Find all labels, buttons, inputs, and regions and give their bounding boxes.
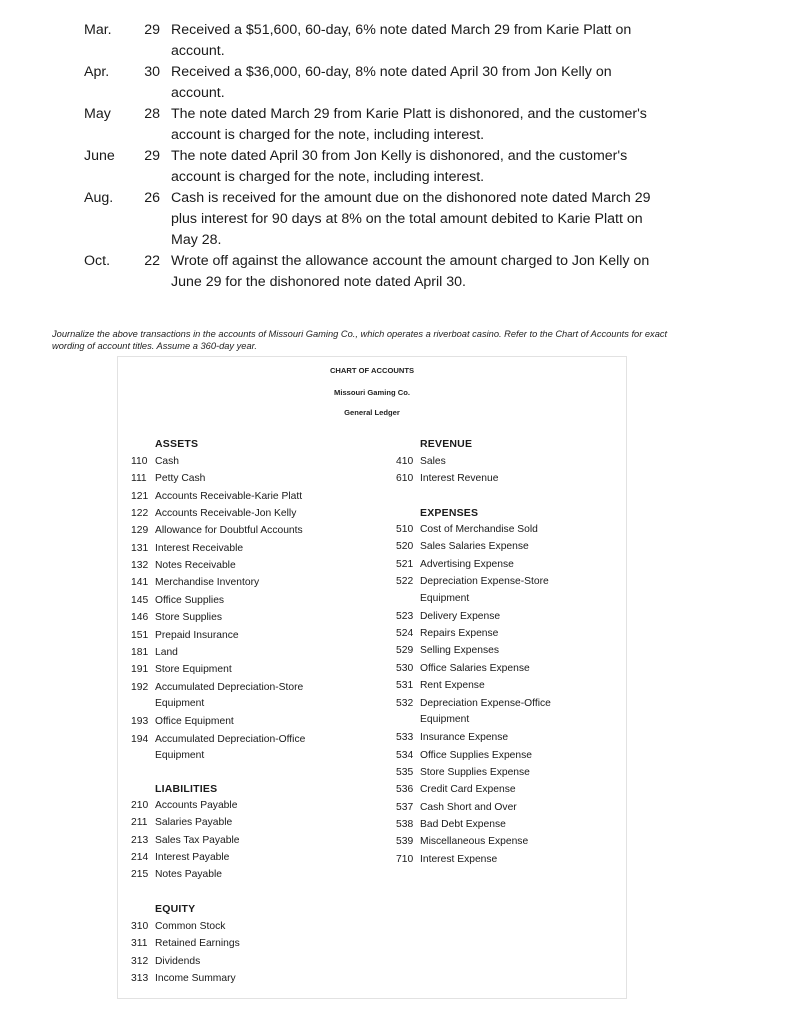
account-row <box>131 628 239 645</box>
account-name: Accumulated Depreciation-Office <box>155 733 306 745</box>
account-number: 533 <box>396 732 414 744</box>
account-name: Insurance Expense <box>420 732 509 744</box>
transaction-list <box>84 20 724 293</box>
transaction-description: Wrote off against the allowance account the amount charged to Jon Kelly on June 29 for the dishonored note dated April 30. <box>171 253 650 290</box>
account-number: 121 <box>131 490 149 502</box>
transaction-description: The note dated March 29 from Karie Platt is dishonored, and the customer's account is charged for the note, including interest. <box>171 106 647 143</box>
account-row <box>131 506 296 523</box>
account-number: 132 <box>131 560 149 572</box>
account-name: Bad Debt Expense <box>420 818 506 830</box>
account-number: 211 <box>131 817 148 829</box>
transaction-month: Mar. <box>84 22 112 38</box>
account-number: 535 <box>396 766 414 778</box>
account-number: 193 <box>131 716 149 728</box>
account-name-continued: Equipment <box>420 714 470 725</box>
account-row <box>131 971 236 988</box>
revenue-heading: REVENUE <box>420 438 473 450</box>
account-row <box>396 539 529 556</box>
account-row <box>396 678 485 695</box>
account-name: Accumulated Depreciation-Store <box>155 681 304 693</box>
account-row <box>396 522 538 539</box>
account-row <box>396 643 499 660</box>
account-number: 531 <box>396 680 414 692</box>
account-name: Office Supplies <box>155 594 225 606</box>
account-name: Cash Short and Over <box>420 801 517 813</box>
transaction-description: Received a $51,600, 60-day, 6% note dated March 29 from Karie Platt on account. <box>171 22 632 59</box>
account-name: Land <box>155 646 178 658</box>
account-row <box>396 730 508 747</box>
account-number: 312 <box>131 955 149 967</box>
account-row <box>396 765 530 782</box>
account-row <box>131 867 222 884</box>
transaction-description: Cash is received for the amount due on the dishonored note dated March 29 plus interest for 90 days at 8% on the total amount debited to Karie Platt on May 28. <box>171 190 651 248</box>
instructions-text: Journalize the above transactions in the accounts of Missouri Gaming Co., which operates a riverboat casino. Refer to the Chart of Accounts for exact wording of account titles. Assume a 360-day year. <box>52 329 668 351</box>
transaction-month: Aug. <box>84 190 114 206</box>
transaction-item <box>84 188 724 251</box>
chart-title: CHART OF ACCOUNTS <box>329 366 415 375</box>
account-name: Cost of Merchandise Sold <box>420 524 538 535</box>
account-name: Salaries Payable <box>155 817 233 829</box>
account-name: Prepaid Insurance <box>155 629 239 641</box>
account-number: 536 <box>396 784 414 796</box>
account-row <box>396 748 532 765</box>
transaction-day: 22 <box>144 253 160 269</box>
account-name: Common Stock <box>155 921 226 932</box>
account-number: 111 <box>131 473 147 485</box>
account-number: 534 <box>396 749 414 761</box>
transaction-month: June <box>84 148 115 164</box>
account-number: 311 <box>131 938 148 950</box>
account-name: Delivery Expense <box>420 610 501 622</box>
account-name: Interest Revenue <box>420 473 499 485</box>
account-row <box>131 471 205 488</box>
account-number: 523 <box>396 610 414 622</box>
account-name: Notes Payable <box>155 869 222 881</box>
account-number: 191 <box>131 664 149 676</box>
account-row <box>396 817 506 834</box>
transaction-item <box>84 20 724 62</box>
transaction-description: Received a $36,000, 60-day, 8% note dated April 30 from Jon Kelly on account. <box>171 64 612 101</box>
account-name: Advertising Expense <box>420 558 514 570</box>
transaction-day: 29 <box>144 148 160 164</box>
account-number: 310 <box>131 921 149 932</box>
account-name: Credit Card Expense <box>420 784 516 796</box>
account-number: 521 <box>396 558 414 570</box>
account-row <box>396 852 497 869</box>
account-number: 141 <box>131 577 149 589</box>
account-number: 510 <box>396 524 414 535</box>
transaction-day: 29 <box>144 22 160 38</box>
account-row <box>131 523 303 540</box>
account-name: Depreciation Expense-Store <box>420 576 549 588</box>
account-number: 214 <box>131 852 149 864</box>
chart-of-accounts <box>117 356 627 999</box>
account-row <box>131 936 240 953</box>
account-name: Miscellaneous Expense <box>420 836 529 848</box>
account-row <box>131 454 179 471</box>
account-name: Sales <box>420 456 446 467</box>
expenses-heading: EXPENSES <box>420 507 479 519</box>
account-number: 215 <box>131 869 149 881</box>
account-name: Notes Receivable <box>155 560 236 572</box>
account-number: 538 <box>396 818 414 830</box>
account-name: Office Equipment <box>155 716 234 728</box>
account-name: Office Supplies Expense <box>420 749 532 761</box>
account-row <box>396 471 498 488</box>
account-number: 610 <box>396 473 414 485</box>
account-name: Repairs Expense <box>420 628 499 640</box>
account-number: 146 <box>131 612 149 624</box>
account-name: Merchandise Inventory <box>155 577 260 589</box>
company-name: Missouri Gaming Co. <box>334 388 410 397</box>
transaction-day: 28 <box>144 106 160 122</box>
ledger-name: General Ledger <box>344 408 400 417</box>
transaction-item <box>84 62 724 104</box>
account-number: 194 <box>131 733 149 745</box>
account-number: 129 <box>131 525 149 537</box>
account-row <box>131 954 200 971</box>
account-name: Cash <box>155 456 180 467</box>
account-number: 192 <box>131 681 149 693</box>
account-row <box>131 714 234 731</box>
transaction-month: May <box>84 106 111 122</box>
account-number: 524 <box>396 628 414 640</box>
account-row <box>396 782 516 799</box>
assets-heading: ASSETS <box>155 438 199 450</box>
account-row <box>131 919 225 936</box>
account-row <box>131 558 236 575</box>
account-row <box>396 661 530 678</box>
account-row <box>131 610 222 627</box>
account-row <box>396 574 549 607</box>
account-name: Accounts Receivable-Karie Platt <box>155 490 303 502</box>
account-number: 151 <box>131 629 149 641</box>
account-row <box>131 645 178 662</box>
account-name: Selling Expenses <box>420 645 499 657</box>
account-number: 313 <box>131 973 149 985</box>
account-name: Accounts Payable <box>155 800 238 811</box>
transaction-month: Oct. <box>84 253 111 269</box>
transaction-item <box>84 104 724 146</box>
account-name: Petty Cash <box>155 473 206 485</box>
account-row <box>131 815 232 832</box>
account-row <box>396 557 514 574</box>
account-row <box>131 798 237 815</box>
account-number: 537 <box>396 801 414 813</box>
account-number: 410 <box>396 456 414 467</box>
account-name: Income Summary <box>155 973 236 985</box>
account-name-continued: Equipment <box>155 698 205 710</box>
account-name: Store Equipment <box>155 664 232 676</box>
liabilities-heading: LIABILITIES <box>155 783 218 795</box>
account-number: 213 <box>131 834 149 846</box>
equity-heading: EQUITY <box>155 903 196 915</box>
account-name: Interest Expense <box>420 853 498 865</box>
account-name: Store Supplies <box>155 612 222 624</box>
account-row <box>396 454 446 471</box>
account-row <box>131 593 224 610</box>
account-name-continued: Equipment <box>155 750 205 762</box>
account-number: 710 <box>396 853 414 865</box>
account-row <box>131 680 303 713</box>
account-number: 145 <box>131 594 149 606</box>
account-number: 522 <box>396 576 414 588</box>
account-name: Sales Salaries Expense <box>420 541 529 553</box>
transaction-description: The note dated April 30 from Jon Kelly is dishonored, and the customer's account is charged for the note, including interest. <box>171 148 628 185</box>
account-number: 539 <box>396 836 414 848</box>
transaction-item <box>84 146 724 188</box>
account-name: Sales Tax Payable <box>155 834 240 846</box>
account-name-continued: Equipment <box>420 592 470 604</box>
account-number: 110 <box>131 456 148 467</box>
account-name: Interest Receivable <box>155 542 244 554</box>
account-number: 529 <box>396 645 414 657</box>
account-row <box>131 732 305 765</box>
account-row <box>131 850 229 867</box>
account-name: Accounts Receivable-Jon Kelly <box>155 508 297 520</box>
account-number: 131 <box>131 542 149 554</box>
account-name: Interest Payable <box>155 852 230 864</box>
account-number: 181 <box>131 646 149 658</box>
account-row <box>131 541 243 558</box>
account-name: Office Salaries Expense <box>420 662 530 674</box>
account-row <box>396 609 500 626</box>
account-name: Depreciation Expense-Office <box>420 697 551 709</box>
account-number: 210 <box>131 800 149 811</box>
account-row <box>396 834 528 851</box>
account-number: 520 <box>396 541 414 553</box>
account-row <box>396 626 498 643</box>
account-row <box>131 489 302 506</box>
account-row <box>396 696 551 729</box>
account-name: Retained Earnings <box>155 938 240 950</box>
account-row <box>131 662 232 679</box>
account-row <box>131 833 240 850</box>
transaction-month: Apr. <box>84 64 110 80</box>
account-number: 532 <box>396 697 414 709</box>
transaction-day: 26 <box>144 190 160 206</box>
transaction-day: 30 <box>144 64 160 80</box>
account-number: 122 <box>131 508 149 520</box>
transaction-item <box>84 251 724 293</box>
account-name: Rent Expense <box>420 680 485 692</box>
account-number: 530 <box>396 662 414 674</box>
account-row <box>131 575 259 592</box>
account-name: Dividends <box>155 955 201 967</box>
account-name: Allowance for Doubtful Accounts <box>155 525 303 537</box>
account-name: Store Supplies Expense <box>420 766 530 778</box>
account-row <box>396 800 517 817</box>
